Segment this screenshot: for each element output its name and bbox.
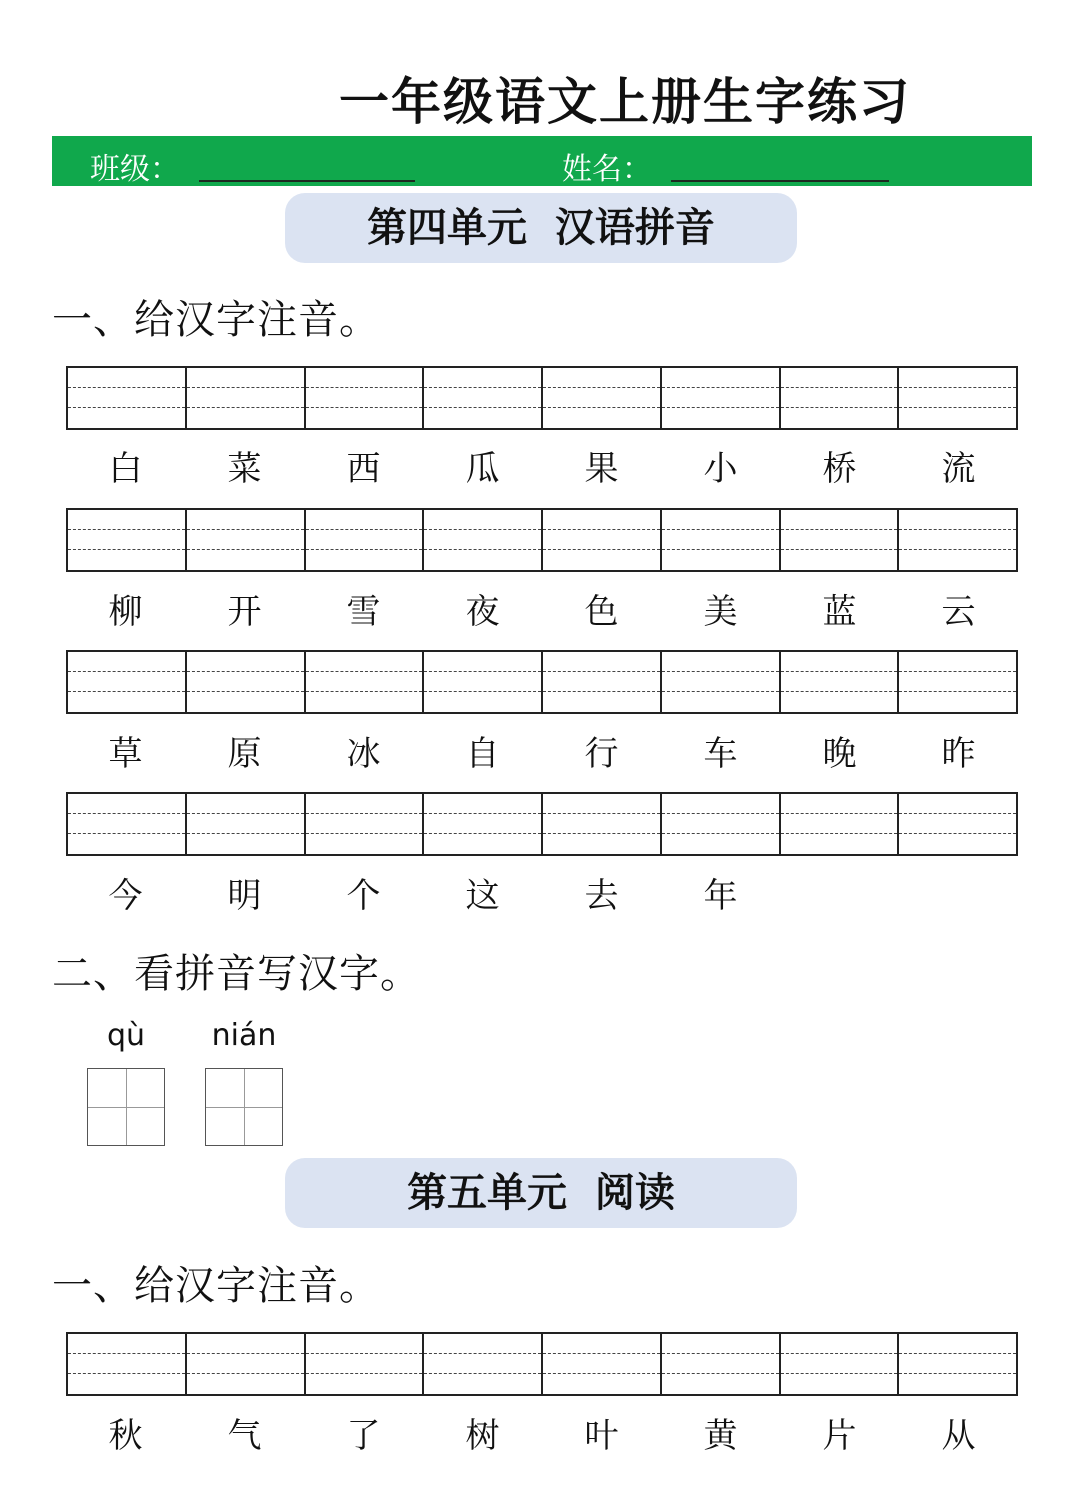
pinyin-cell[interactable] xyxy=(306,794,425,854)
hanzi-character: 原 xyxy=(227,734,262,774)
pinyin-cell[interactable] xyxy=(899,794,1016,854)
character-row xyxy=(66,874,1018,918)
unit4-section1-title: 一、给汉字注音。 xyxy=(52,297,380,343)
pinyin-cell[interactable] xyxy=(68,1334,187,1394)
pinyin-writing-grid[interactable] xyxy=(66,1332,1018,1396)
character-row xyxy=(66,1414,1018,1458)
unit4-section2-title: 二、看拼音写汉字。 xyxy=(52,951,421,997)
pinyin-cell[interactable] xyxy=(662,368,781,428)
pinyin-cell[interactable] xyxy=(68,794,187,854)
pinyin-cell[interactable] xyxy=(424,510,543,570)
hanzi-character: 片 xyxy=(822,1416,857,1456)
pinyin-cell[interactable] xyxy=(424,652,543,712)
pinyin-cell[interactable] xyxy=(543,794,662,854)
hanzi-character: 晚 xyxy=(822,734,857,774)
hanzi-character: 秋 xyxy=(108,1416,143,1456)
hanzi-character: 开 xyxy=(227,592,262,632)
pinyin-cell[interactable] xyxy=(424,794,543,854)
hanzi-character: 树 xyxy=(465,1416,500,1456)
pinyin-writing-grid[interactable] xyxy=(66,508,1018,572)
pinyin-cell[interactable] xyxy=(781,794,900,854)
hanzi-character: 流 xyxy=(941,449,976,489)
pinyin-cell[interactable] xyxy=(187,1334,306,1394)
hanzi-character: 黄 xyxy=(703,1416,738,1456)
pinyin-cell[interactable] xyxy=(187,368,306,428)
pinyin-cell[interactable] xyxy=(424,1334,543,1394)
pinyin-cell[interactable] xyxy=(662,794,781,854)
hanzi-character: 这 xyxy=(465,876,500,916)
hanzi-character: 去 xyxy=(584,876,619,916)
pinyin-cell[interactable] xyxy=(68,510,187,570)
name-label: 姓名： xyxy=(562,152,652,187)
unit5-section1-title: 一、给汉字注音。 xyxy=(52,1263,380,1309)
unit4-title: 第四单元 汉语拼音 xyxy=(285,193,797,263)
pinyin-cell[interactable] xyxy=(306,1334,425,1394)
pinyin-cell[interactable] xyxy=(781,652,900,712)
hanzi-character: 色 xyxy=(584,592,619,632)
pinyin-cell[interactable] xyxy=(543,368,662,428)
class-blank[interactable] xyxy=(199,180,415,182)
hanzi-character: 夜 xyxy=(465,592,500,632)
hanzi-character: 西 xyxy=(346,449,381,489)
pinyin-cell[interactable] xyxy=(662,652,781,712)
class-label: 班级： xyxy=(90,152,180,187)
pinyin-prompt: nián xyxy=(211,1018,277,1053)
hanzi-character xyxy=(899,874,1018,918)
pinyin-cell[interactable] xyxy=(543,510,662,570)
student-info-bar xyxy=(52,136,1032,186)
hanzi-character: 桥 xyxy=(822,449,857,489)
hanzi-character: 叶 xyxy=(584,1416,619,1456)
pinyin-writing-grid[interactable] xyxy=(66,650,1018,714)
hanzi-character: 蓝 xyxy=(822,592,857,632)
name-blank[interactable] xyxy=(671,180,889,182)
pinyin-cell[interactable] xyxy=(543,1334,662,1394)
pinyin-cell[interactable] xyxy=(306,510,425,570)
pinyin-cell[interactable] xyxy=(187,652,306,712)
hanzi-character xyxy=(780,874,899,918)
pinyin-writing-grid[interactable] xyxy=(66,792,1018,856)
hanzi-character: 雪 xyxy=(346,592,381,632)
hanzi-character: 云 xyxy=(941,592,976,632)
pinyin-cell[interactable] xyxy=(68,368,187,428)
pinyin-cell[interactable] xyxy=(899,1334,1016,1394)
worksheet-title: 一年级语文上册生字练习 xyxy=(339,73,911,131)
hanzi-character: 个 xyxy=(346,876,381,916)
hanzi-character: 小 xyxy=(703,449,738,489)
pinyin-cell[interactable] xyxy=(899,652,1016,712)
pinyin-cell[interactable] xyxy=(781,510,900,570)
pinyin-cell[interactable] xyxy=(662,510,781,570)
pinyin-cell[interactable] xyxy=(424,368,543,428)
pinyin-cell[interactable] xyxy=(899,510,1016,570)
pinyin-cell[interactable] xyxy=(306,368,425,428)
pinyin-cell[interactable] xyxy=(68,652,187,712)
hanzi-character: 年 xyxy=(703,876,738,916)
pinyin-prompt: qù xyxy=(106,1018,146,1053)
hanzi-character: 美 xyxy=(703,592,738,632)
hanzi-character: 昨 xyxy=(941,734,976,774)
hanzi-character: 从 xyxy=(941,1416,976,1456)
pinyin-cell[interactable] xyxy=(781,1334,900,1394)
hanzi-character: 瓜 xyxy=(465,449,500,489)
pinyin-cell[interactable] xyxy=(781,368,900,428)
pinyin-cell[interactable] xyxy=(662,1334,781,1394)
tianzige-writing-box[interactable] xyxy=(87,1068,165,1146)
hanzi-character: 今 xyxy=(108,876,143,916)
hanzi-character: 了 xyxy=(346,1416,381,1456)
hanzi-character: 果 xyxy=(584,449,619,489)
hanzi-character: 草 xyxy=(108,734,143,774)
pinyin-cell[interactable] xyxy=(187,510,306,570)
pinyin-cell[interactable] xyxy=(187,794,306,854)
pinyin-cell[interactable] xyxy=(899,368,1016,428)
character-row xyxy=(66,447,1018,491)
pinyin-writing-grid[interactable] xyxy=(66,366,1018,430)
hanzi-character: 车 xyxy=(703,734,738,774)
hanzi-character: 自 xyxy=(465,734,500,774)
tianzige-writing-box[interactable] xyxy=(205,1068,283,1146)
hanzi-character: 柳 xyxy=(108,592,143,632)
hanzi-character: 冰 xyxy=(346,734,381,774)
hanzi-character: 行 xyxy=(584,734,619,774)
hanzi-character: 明 xyxy=(227,876,262,916)
hanzi-character: 白 xyxy=(108,449,143,489)
character-row xyxy=(66,590,1018,634)
hanzi-character: 气 xyxy=(227,1416,262,1456)
pinyin-cell[interactable] xyxy=(306,652,425,712)
character-row xyxy=(66,732,1018,776)
pinyin-cell[interactable] xyxy=(543,652,662,712)
hanzi-character: 菜 xyxy=(227,449,262,489)
unit5-title: 第五单元 阅读 xyxy=(285,1158,797,1228)
